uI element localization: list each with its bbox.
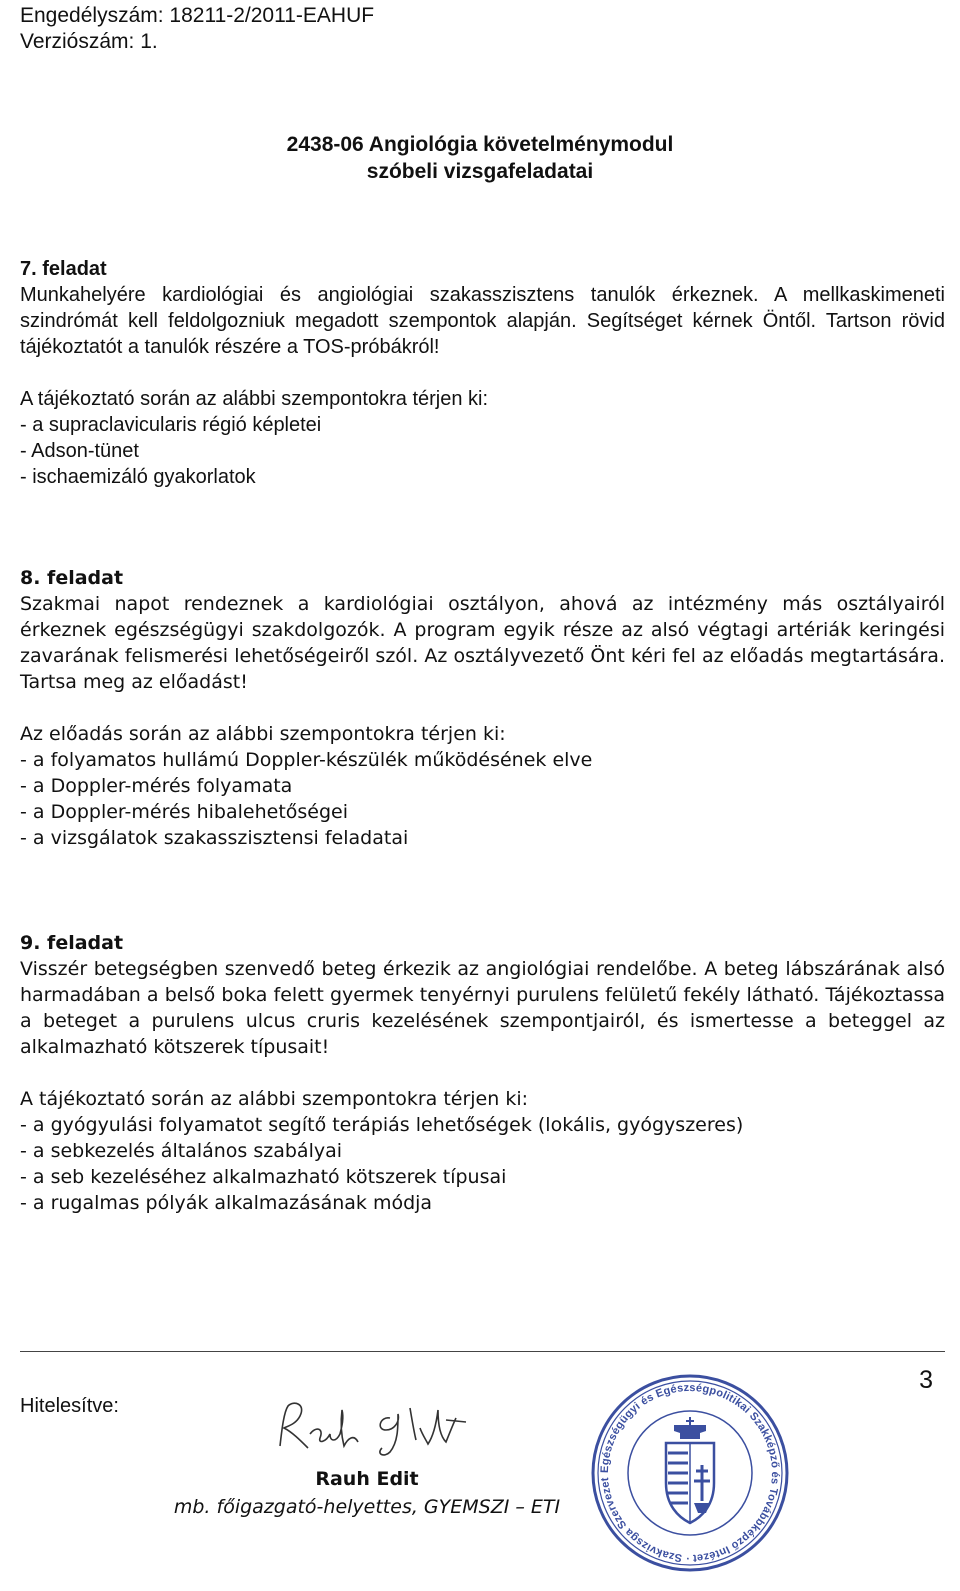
document-title: 2438-06 Angiológia követelménymodul (286, 133, 674, 156)
task-8-item: - a Doppler-mérés hibalehetőségei (20, 801, 349, 823)
task-7-item: - ischaemizáló gyakorlatok (20, 466, 256, 488)
task-9-heading: 9. feladat (20, 932, 124, 954)
task-8-item: - a Doppler-mérés folyamata (20, 775, 293, 797)
task-8-body: Szakmai napot rendeznek a kardiológiai osztályon, ahová az intézmény más osztályairól érkeznek egészségügyi szakdolgozók. A program egyik része az alsó végtagi artériák keringési zavarának felismerési lehetőségeiről szól. Az osztályvezető Önt kéri fel az előadás megtartására. Tartsa meg az előadást! (20, 593, 945, 693)
task-9-item: - a gyógyulási folyamatot segítő terápiás lehetőségek (lokális, gyógyszeres) (20, 1114, 744, 1136)
task-9-item: - a sebkezelés általános szabályai (20, 1140, 343, 1162)
version-number: Verziószám: 1. (20, 30, 158, 53)
task-8-item: - a vizsgálatok szakasszisztensi feladatai (20, 827, 409, 849)
task-9-item: - a seb kezeléséhez alkalmazható kötszerek típusai (20, 1166, 507, 1188)
task-9-item: - a rugalmas pólyák alkalmazásának módja (20, 1192, 433, 1214)
document-subtitle: szóbeli vizsgafeladatai (366, 160, 594, 183)
signer-role: mb. főigazgató-helyettes, GYEMSZI – ETI (173, 1496, 561, 1518)
task-7-item: - Adson-tünet (20, 440, 139, 462)
task-7-intro: A tájékoztató során az alábbi szempontokra térjen ki: (20, 388, 489, 410)
footer-divider (20, 1351, 945, 1352)
task-8-intro: Az előadás során az alábbi szempontokra térjen ki: (20, 723, 506, 745)
svg-text:Egészségügyi és Egészségpoliti: Egészségügyi és Egészségpolitikai Szakképző és Továbbképző Intézet · Szakvizsga Szervezet (598, 1381, 782, 1565)
task-8-item: - a folyamatos hullámú Doppler-készülék működésének elve (20, 749, 593, 771)
license-number: Engedélyszám: 18211-2/2011-EAHUF (20, 4, 375, 27)
signer-name: Rauh Edit (315, 1468, 419, 1490)
official-seal-icon (582, 1373, 798, 1573)
task-7 (20, 256, 945, 490)
certified-label: Hitelesítve: (20, 1395, 119, 1417)
task-9-body: Visszér betegségben szenvedő beteg érkezik az angiológiai rendelőbe. A beteg lábszárának alsó harmadában a belső boka felett gyermek tenyérnyi purulens felületű fekély látható. Tájékoztassa a beteget a purulens ulcus cruris kezelésének szempontjairól, és ismertesse a beteggel az alkalmazható kötszerek típusait! (20, 958, 945, 1058)
task-8-heading: 8. feladat (20, 567, 124, 589)
handwritten-signature (270, 1398, 480, 1462)
task-7-body: Munkahelyére kardiológiai és angiológiai szakasszisztens tanulók érkeznek. A mellkaskimeneti szindrómát kell feldolgozniuk megadott szempontok alapján. Segítséget kérnek Öntől. Tartson rövid tájékoztatót a tanulók részére a TOS-próbákról! (20, 284, 945, 358)
task-7-item: - a supraclavicularis régió képletei (20, 414, 322, 436)
task-8 (20, 565, 945, 851)
task-7-heading: 7. feladat (20, 258, 107, 280)
task-9 (20, 930, 945, 1216)
page-number: 3 (919, 1366, 933, 1394)
task-9-intro: A tájékoztató során az alábbi szempontokra térjen ki: (20, 1088, 528, 1110)
